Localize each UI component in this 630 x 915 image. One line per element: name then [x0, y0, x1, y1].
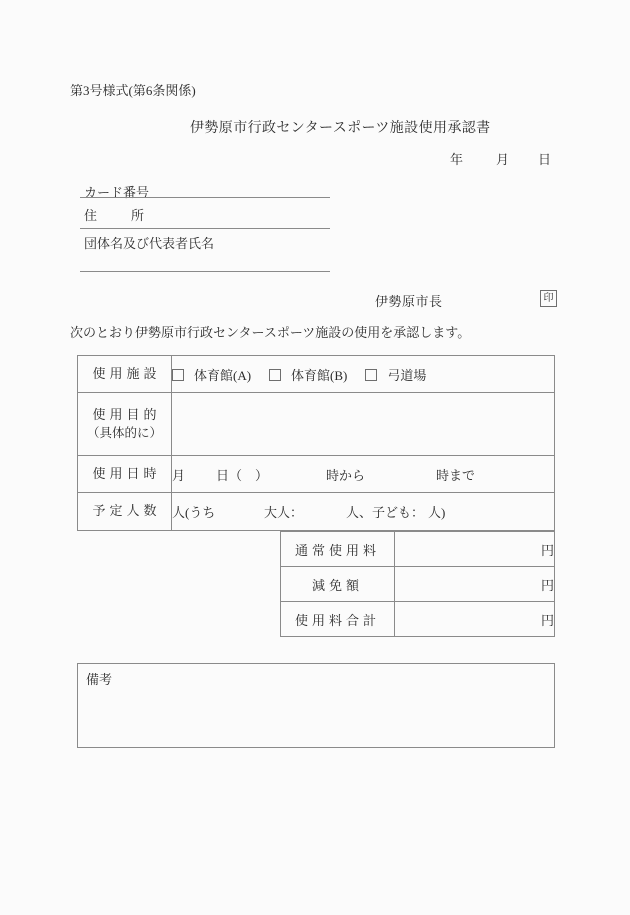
card-number-rule [80, 197, 330, 198]
date-line [450, 149, 551, 168]
address-label-part2: 所 [131, 208, 145, 223]
date-day-label: 日 [538, 152, 552, 167]
datetime-label-cell [78, 456, 172, 493]
facility-option-gym-b[interactable] [269, 365, 347, 384]
people-input-cell[interactable] [172, 493, 555, 531]
fee-row-total [281, 602, 555, 637]
date-year-label: 年 [450, 152, 464, 167]
people-total-label: 人(うち [172, 505, 216, 520]
facility-option-gym-a[interactable] [172, 365, 251, 384]
facility-options-cell [172, 356, 555, 393]
people-label: 予定人数 [92, 503, 161, 519]
approval-statement: 次のとおり伊勢原市行政センタースポーツ施設の使用を承認します。 [70, 325, 471, 340]
facility-option-gym-a-label: 体育館(A) [194, 367, 252, 383]
fee-normal-value-cell[interactable] [395, 532, 555, 567]
people-adults-label: 大人： [264, 505, 304, 520]
address-label [84, 205, 144, 224]
purpose-label: 使用目的 [92, 406, 161, 422]
datetime-month-label: 月 [172, 467, 186, 483]
address-rule [80, 228, 330, 229]
facility-option-gym-b-label: 体育館(B) [291, 367, 348, 383]
address-label-part1: 住 [84, 208, 98, 223]
seal-icon: 印 [540, 290, 557, 307]
people-children-unit-label: 人) [428, 505, 446, 520]
fee-reduction-value-cell[interactable] [395, 567, 555, 602]
datetime-to-label: 時まで [436, 467, 476, 483]
organization-rule [80, 271, 330, 272]
fee-row-normal [281, 532, 555, 567]
remarks-label: 備考 [86, 672, 113, 687]
table-row-people [78, 493, 555, 531]
checkbox-icon-gym-a[interactable] [172, 369, 184, 381]
fee-total-unit: 円 [540, 612, 554, 628]
application-table [77, 355, 555, 531]
datetime-label: 使用日時 [92, 465, 161, 481]
form-number: 第3号様式(第6条関係) [70, 83, 196, 98]
datetime-input-cell[interactable] [172, 456, 555, 493]
people-adults-unit-label: 人、子ども： [346, 505, 425, 520]
people-label-cell [78, 493, 172, 531]
facility-label: 使用施設 [92, 365, 161, 381]
document-title: 伊勢原市行政センタースポーツ施設使用承認書 [190, 121, 491, 136]
fee-total-value-cell[interactable] [395, 602, 555, 637]
datetime-day-label: 日（ ） [216, 467, 269, 483]
organization-label: 団体名及び代表者氏名 [84, 236, 215, 251]
fee-normal-label: 通常使用料 [281, 532, 395, 567]
fee-reduction-unit: 円 [540, 577, 554, 593]
table-row-facility [78, 356, 555, 393]
remarks-box[interactable] [77, 663, 555, 748]
purpose-label-cell [78, 393, 172, 456]
table-row-datetime [78, 456, 555, 493]
checkbox-icon-gym-b[interactable] [269, 369, 281, 381]
fee-table [280, 531, 555, 637]
card-number-label: カード番号 [84, 185, 150, 200]
fee-normal-unit: 円 [540, 542, 554, 558]
datetime-from-label: 時から [326, 467, 366, 483]
fee-row-reduction [281, 567, 555, 602]
facility-option-kyudojo-label: 弓道場 [387, 367, 427, 383]
purpose-input-cell[interactable] [172, 393, 555, 456]
fee-reduction-label: 減免額 [281, 567, 395, 602]
checkbox-icon-kyudojo[interactable] [365, 369, 377, 381]
facility-label-cell [78, 356, 172, 393]
purpose-sub-label: （具体的に） [86, 426, 162, 441]
fee-total-label: 使用料合計 [281, 602, 395, 637]
mayor-label: 伊勢原市長 [375, 294, 443, 309]
date-month-label: 月 [496, 152, 510, 167]
facility-option-kyudojo[interactable] [365, 365, 426, 384]
table-row-purpose [78, 393, 555, 456]
